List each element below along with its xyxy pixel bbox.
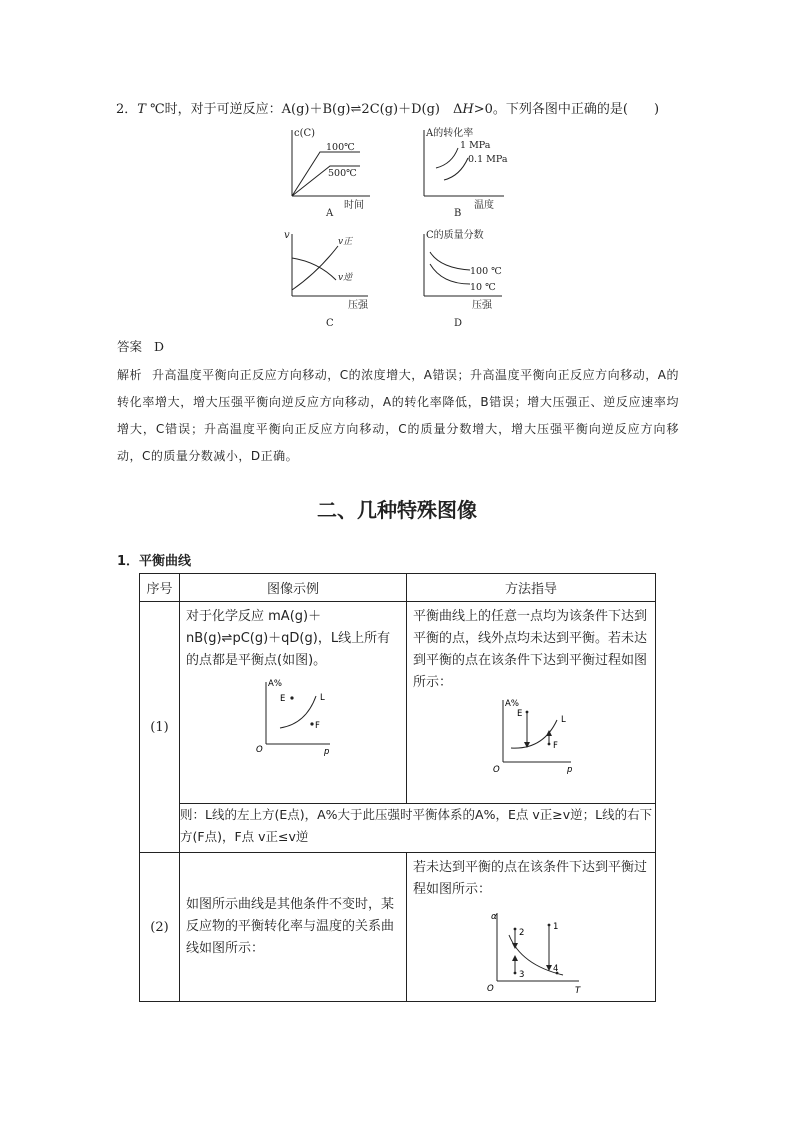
figure-d: [412, 228, 522, 332]
row1-method-cell: [407, 602, 656, 804]
answer-label: 答案: [117, 339, 143, 354]
figure-a: [280, 124, 380, 228]
fig-d-caption: D: [454, 318, 463, 329]
r2f-4: 4: [553, 964, 559, 974]
table-row: [140, 853, 656, 1002]
r2f-x: T: [575, 986, 581, 996]
row2-example-cell: [180, 853, 407, 1002]
answer-value: D: [154, 339, 165, 354]
row2-method-cell: [407, 853, 656, 1002]
analysis: [117, 362, 679, 470]
row1-example-cell: [180, 602, 407, 804]
r1f2-o: O: [493, 765, 500, 775]
r1f2-l: L: [561, 715, 566, 725]
fig-a-curve2: 500℃: [328, 168, 357, 179]
section-title: 二、几种特殊图像: [317, 498, 477, 522]
analysis-text: 升高温度平衡向正反应方向移动，C的浓度增大，A错误；升高温度平衡向正反应方向移动，A的转化率增大，增大压强平衡向逆反应方向移动，A的转化率降低，B错误；增大压强正、逆反应速率均增大，C错误；升高温度平衡向正反应方向移动，C的质量分数增大，增大压强平衡向逆反应方向移动，C的质量分数减小，D正确。: [117, 368, 679, 463]
analysis-label: 解析: [117, 368, 143, 382]
fig-b-caption: B: [454, 208, 462, 219]
r1f2-e: E: [517, 709, 523, 719]
fig-c-curve2: v逆: [338, 273, 353, 283]
r1f2-f: F: [553, 741, 558, 751]
subsection-title: 1．平衡曲线: [117, 554, 192, 569]
r2f-2: 2: [519, 928, 525, 938]
row2-method-text: 若未达到平衡的点在该条件下达到平衡过程如图所示：: [413, 860, 648, 897]
table-header-row: [140, 574, 656, 602]
fig-d-ylabel: C的质量分数: [426, 230, 484, 241]
balance-curve-table: [139, 573, 656, 1002]
fig-d-xlabel: 压强: [472, 300, 492, 311]
r2f-1: 1: [553, 922, 559, 932]
header-num: 序号: [140, 574, 180, 602]
fig-c-xlabel: 压强: [348, 300, 368, 311]
r2f-3: 3: [519, 970, 525, 980]
row1-example-text: 对于化学反应 mA(g)＋nB(g)⇌pC(g)＋qD(g)，L线上所有的点都是平衡点(如图)。: [186, 609, 391, 668]
r1f1-x: p: [324, 747, 330, 756]
fig-c-ylabel: v: [284, 230, 290, 241]
row1-method-figure: [407, 698, 655, 778]
fig-b-curve2: 0.1 MPa: [468, 154, 508, 165]
fig-b-xlabel: 温度: [474, 200, 494, 211]
r1f1-y: A%: [268, 679, 282, 689]
fig-a-xlabel: 时间: [344, 200, 364, 211]
row2-num: (2): [140, 853, 180, 1002]
question-stem: 2．T ℃时，对于可逆反应：A(g)＋B(g)⇌2C(g)＋D(g) ΔH>0。下列各图中正确的是( ): [116, 102, 660, 117]
fig-b-curve1: 1 MPa: [460, 140, 491, 151]
r1f1-f: F: [315, 721, 320, 731]
r2f-o: O: [487, 984, 494, 994]
fig-a-caption: A: [326, 208, 334, 219]
row1-example-figure: [180, 676, 406, 756]
r1f1-e: E: [280, 694, 286, 704]
answer: [117, 337, 176, 355]
row2-example-text: 如图所示曲线是其他条件不变时，某反应物的平衡转化率与温度的关系曲线如图所示：: [186, 897, 395, 956]
table-row: [140, 803, 656, 852]
r1f1-l: L: [320, 693, 325, 703]
r1f1-o: O: [256, 745, 263, 755]
fig-c-curve1: v正: [338, 237, 353, 247]
fig-c-caption: C: [326, 318, 334, 329]
row2-method-figure: [407, 905, 655, 997]
r1f2-x: p: [567, 765, 573, 775]
fig-a-curve1: 100℃: [326, 142, 355, 153]
fig-d-curve1: 100 ℃: [470, 266, 502, 277]
header-method: 方法指导: [407, 574, 656, 602]
r2f-y: α: [491, 912, 497, 922]
figure-b: [412, 124, 522, 228]
fig-a-ylabel: c(C): [294, 128, 316, 139]
table-row: [140, 602, 656, 804]
header-example: 图像示例: [180, 574, 407, 602]
row1-note: 则：L线的左上方(E点)，A%大于此压强时平衡体系的A%，E点 v正≥v逆；L线的右下方(F点)，F点 v正≤v逆: [180, 803, 656, 852]
fig-b-ylabel: A的转化率: [426, 128, 474, 139]
fig-d-curve2: 10 ℃: [470, 282, 496, 293]
row1-num: (1): [140, 602, 180, 853]
figure-c: [280, 228, 380, 332]
r1f2-y: A%: [505, 699, 519, 709]
row1-method-text: 平衡曲线上的任意一点均为该条件下达到平衡的点，线外点均未达到平衡。若未达到平衡的点在该条件下达到平衡过程如图所示：: [413, 609, 648, 690]
